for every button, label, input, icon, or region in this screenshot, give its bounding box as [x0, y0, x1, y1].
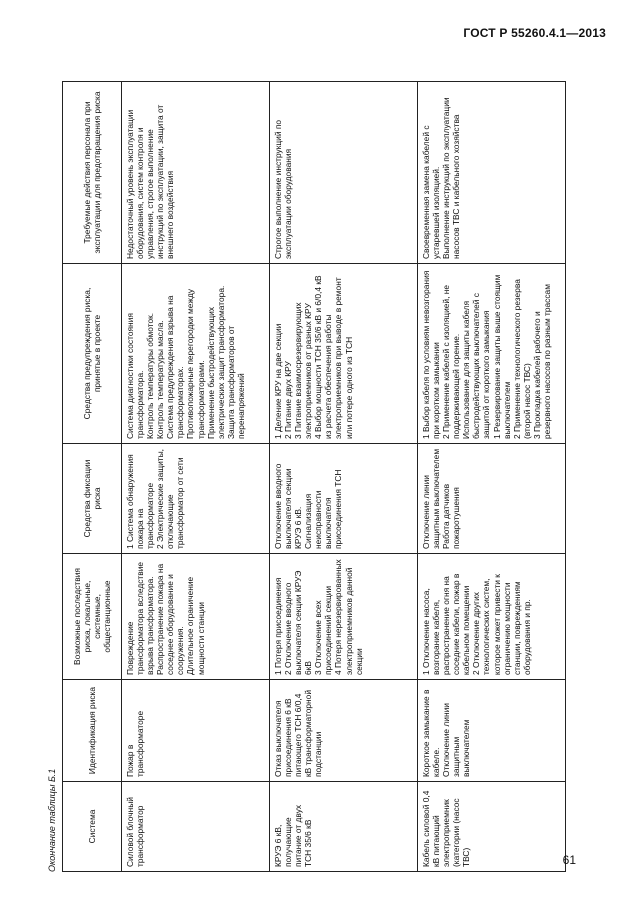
cell-system: Кабель силовой 0,4 кВ питающий электроприемник (категории (насос ТВС) [418, 782, 566, 872]
rotated-table-area [42, 82, 592, 872]
cell-system: КРУЭ 6 кВ, получающие питание от двух ТСН 35/6 кВ [270, 782, 418, 872]
header-risk-identification: Идентификация риска [63, 680, 122, 782]
cell-consequences: 1 Отключение насоса, возгорание кабеля, распространение огня на соседние кабели, пожар в кабельном помещении 2 Отключение других технологических систем, которое может привести к ограничению мощности станции, повреждениям оборудования и пр. [418, 554, 566, 680]
document-id: ГОСТ Р 55260.4.1—2013 [463, 26, 606, 40]
table-row [270, 82, 418, 872]
header-consequences: Возможные последствия риска, локальные, системные, общестанционные [63, 554, 122, 680]
cell-risk-identification: Короткое замыкание в кабеле. Отключение линии защитным выключателем [418, 680, 566, 782]
page-number: 61 [562, 853, 576, 867]
header-actions: Требуемые действия персонала при эксплуатации для предотвращения риска [63, 82, 122, 264]
cell-prevention: 1 Выбор кабеля по условиям невозгорания при коротком замыкании 2 Применение кабелей с изоляцией, не поддерживающей горение. Использование для защиты кабеля быстродействующих выключателей с защитой от короткого замыкания 1 Резервирование защиты выше стоящим выключателем 2 Применение технологического резерва (второй насос ТВС) 3 Прокладка кабелей рабочего и резервного насосов по разным трассам [418, 264, 566, 444]
table-row [418, 82, 566, 872]
table-header-row [63, 82, 122, 872]
table-caption: Окончание таблицы Б.1 [47, 768, 57, 872]
header-system: Система [63, 782, 122, 872]
cell-risk-identification: Отказ выключателя присоединения 6 кВ питающего ТСН 6/0,4 кВ трансформаторной подстанции [270, 680, 418, 782]
header-prevention: Средства предупреждения риска, принятые в проекте [63, 264, 122, 444]
cell-consequences: Повреждение трансформатора вследствие взрыва трансформатора. Распространение пожара на соседнее оборудование и сооружения. Длительное ограничение мощности станции [122, 554, 270, 680]
cell-actions: Строгое выполнение инструкций по эксплуатации оборудования [270, 82, 418, 264]
cell-detection: Отключение линии защитным выключателем Работа датчиков пожаротушения [418, 444, 566, 554]
cell-detection: Отключение вводного выключателя секции КРУЭ 6 кВ. Сигнализация неисправности выключателя присоединения ТСН [270, 444, 418, 554]
cell-consequences: 1 Потеря присоединения 2 Отключение вводного выключателя секции КРУЭ 6кВ 3 Отключение всех присоединений секции 4 Потеря нерезервированных электроприемников данной секции [270, 554, 418, 680]
cell-detection: 1 Система обнаружения пожара на трансформаторе 2 Электрические защиты, отключающие трансформатор от сети [122, 444, 270, 554]
cell-system: Силовой блочный трансформатор [122, 782, 270, 872]
cell-risk-identification: Пожар в трансформаторе [122, 680, 270, 782]
table-row [122, 82, 270, 872]
cell-actions: Своевременная замена кабелей с устаревшей изоляцией. Выполнение инструкций по эксплуатации насосов ТВС и кабельного хозяйства [418, 82, 566, 264]
cell-actions: Недостаточный уровень эксплуатации оборудования, систем контроля и управления, строгое выполнение инструкций по эксплуатации, защита от внешнего воздействия [122, 82, 270, 264]
risk-table [62, 81, 566, 872]
header-detection: Средства фиксации риска [63, 444, 122, 554]
cell-prevention: Система диагностики состояния трансформатора. Контроль температуры обмоток. Контроль температуры масла. Система предупреждения взрыва на трансформаторах. Противопожарные перегородки между трансформаторами. Применение быстродействующих электрических защит трансформатора. Защита трансформаторов от перенапряжений [122, 264, 270, 444]
cell-prevention: 1 Деление КРУ на две секции 2 Питание двух КРУ 3 Питание взаимосрезервирующих электроприемников от разных КРУ 4 Выбор мощности ТСН 35/6 кВ и 6/0,4 кВ из расчета обеспечения работы электроприемников при выводе в ремонт или потере одного из ТСН [270, 264, 418, 444]
